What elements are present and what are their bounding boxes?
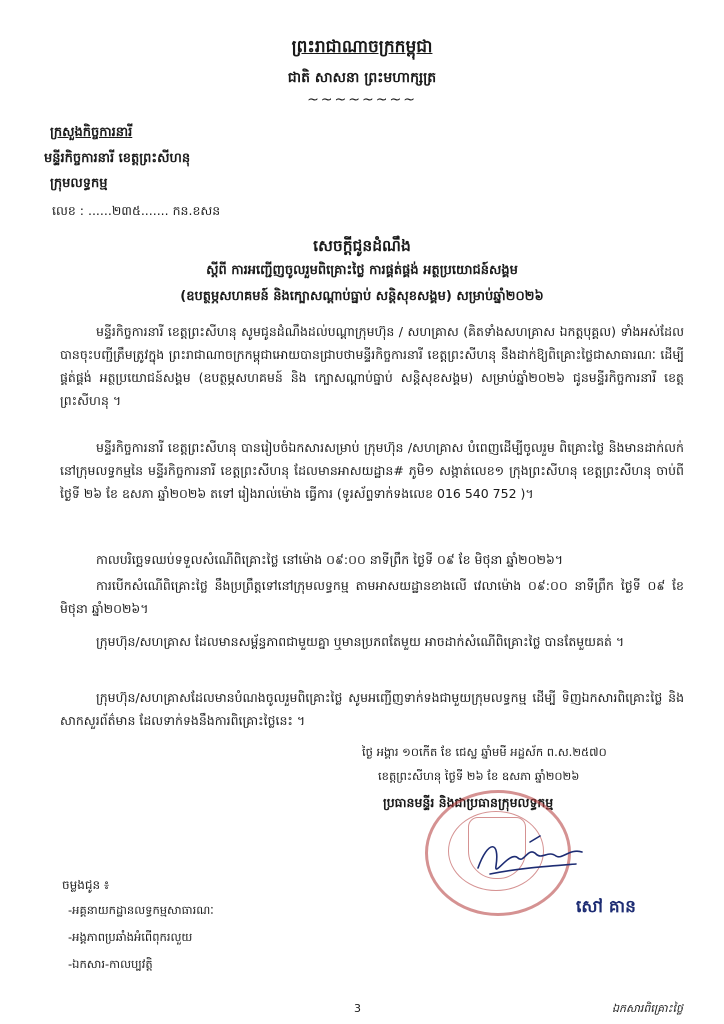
signatory-title: ប្រធានមន្ទីរ និងជាប្រធានក្រុមលទ្ធកម្ម	[383, 795, 554, 810]
body-paragraph-6: ក្រុមហ៊ុន/សហគ្រាសដែលមានបំណងចូលរួមពិគ្រោះថ្លៃ សូមអញ្ជើញទាក់ទងជាមួយក្រុមលទ្ធកម្ម ដើម្បី ទិញឯកសារពិគ្រោះថ្លៃ និងសាកសួរព័ត៌មាន ដែលទាក់ទងនឹងការពិគ្រោះថ្លៃនេះ ។	[60, 690, 684, 728]
reference-suffix: កន.ខសន	[172, 203, 221, 218]
national-motto: ជាតិ សាសនា ព្រះមហាក្សត្រ	[287, 70, 437, 86]
lunar-date: ថ្ងៃ អង្គារ ១០កើត ខែ ជេស្ឋ ឆ្នាំមមី អដ្ឋស័ក ព.ស.២៥៧០	[362, 745, 607, 759]
notice-title: សេចក្តីជូនដំណឹង	[313, 237, 411, 255]
reference-line	[52, 203, 220, 222]
cc-label: ចម្លងជូន ៖	[62, 878, 110, 892]
motto-ornament: ~~~~~~~~	[307, 92, 417, 108]
ministry-name: ក្រសួងកិច្ចការនារី	[50, 125, 133, 140]
page-number: 3	[354, 1002, 361, 1015]
reference-label: លេខ :	[52, 203, 84, 218]
department-name: មន្ទីរកិច្ចការនារី ខេត្តព្រះសីហនុ	[44, 151, 191, 166]
committee-name: ក្រុមលទ្ធកម្ម	[50, 176, 108, 191]
reference-number: ......២៣៥.......	[87, 203, 169, 218]
kingdom-heading: ព្រះរាជាណាចក្រកម្ពុជា	[291, 37, 433, 57]
signatory-name: សៅ គាន	[576, 897, 636, 917]
body-paragraph-4: ការបើកសំណើពិគ្រោះថ្លៃ នឹងប្រព្រឹត្តទៅនៅក្រុមលទ្ធកម្ម តាមអាសយដ្ឋានខាងលើ វេលាម៉ោង ០៩:០០ នាទីព្រឹក ថ្ងៃទី ០៩ ខែ មិថុនា ឆ្នាំ២០២៦។	[60, 578, 684, 616]
solar-date: ខេត្តព្រះសីហនុ ថ្ងៃទី ២៦ ខែ ឧសភា ឆ្នាំ២០២៦	[378, 769, 580, 783]
footer-document-label: ឯកសារពិគ្រោះថ្លៃ	[612, 1002, 683, 1015]
cc-item: -ឯកសារ-កាលប្បវត្តិ	[68, 957, 153, 971]
body-paragraph-3: កាលបរិច្ឆេទឈប់ទទួលសំណើពិគ្រោះថ្លៃ នៅម៉ោង ០៩:០០ នាទីព្រឹក ថ្ងៃទី ០៩ ខែ មិថុនា ឆ្នាំ២០២៦។	[96, 552, 564, 567]
body-paragraph-5: ក្រុមហ៊ុន/សហគ្រាស ដែលមានសម្ព័ន្ធភាពជាមួយគ្នា ឬមានប្រភពតែមួយ អាចដាក់សំណើពិគ្រោះថ្លៃ បានតែមួយគត់ ។	[96, 634, 625, 649]
body-paragraph-1: មន្ទីរកិច្ចការនារី ខេត្តព្រះសីហនុ សូមជូនដំណឹងដល់បណ្តាក្រុមហ៊ុន / សហគ្រាស (គិតទាំងសហគ្រាស ឯកត្តបុគ្គល) ទាំងអស់ដែលបានចុះបញ្ជីត្រឹមត្រូវក្នុង ព្រះរាជាណាចក្រកម្ពុជាអោយបានជ្រាបថាមន្ទីរកិច្ចការនារី ខេត្តព្រះសីហនុ នឹងដាក់ឱ្យពិគ្រោះថ្លៃជាសាធារណៈ ដើម្បីផ្គត់ផ្គង់ អត្ថប្រយោជន៍សង្គម (ឧបត្ថម្ភសហគមន៍ និង ក្បោសណ្តាប់ធ្នាប់ សន្តិសុខសង្គម) សម្រាប់ឆ្នាំ២០២៦ ជូនមន្ទីរកិច្ចការនារី ខេត្តព្រះសីហនុ ។	[60, 324, 684, 408]
cc-item: -អគ្គនាយកដ្ឋានលទ្ធកម្មសាធារណៈ	[68, 903, 214, 917]
cc-item: -អង្គភាពប្រឆាំងអំពើពុករលួយ	[68, 930, 193, 944]
notice-subject-line2: (ឧបត្ថម្ភសហគមន៍ និងក្បោសណ្តាប់ធ្នាប់ សន្តិសុខសង្គម) សម្រាប់ឆ្នាំ២០២៦	[180, 289, 544, 304]
notice-subject-line1: ស្តីពី ការអញ្ជើញចូលរួមពិគ្រោះថ្លៃ ការផ្គត់ផ្គង់ អត្ថប្រយោជន៍សង្គម	[206, 263, 518, 278]
handwritten-signature	[470, 828, 590, 888]
body-paragraph-2: មន្ទីរកិច្ចការនារី ខេត្តព្រះសីហនុ បានរៀបចំឯកសារសម្រាប់ ក្រុមហ៊ុន /សហគ្រាស បំពេញដើម្បីចូលរួម ពិគ្រោះថ្លៃ និងមានដាក់លក់នៅក្រុមលទ្ធកម្មនៃ មន្ទីរកិច្ចការនារី ខេត្តព្រះសីហនុ ដែលមានអាសយដ្ឋាន# ភូមិ១ សង្កាត់លេខ១ ក្រុងព្រះសីហនុ ខេត្តព្រះសីហនុ ចាប់ពីថ្ងៃទី ២៦ ខែ ឧសភា ឆ្នាំ២០២៦ តទៅ រៀងរាល់ម៉ោង ធ្វើការ (ទូរស័ព្ទទាក់ទងលេខ 016 540 752 )។	[60, 440, 684, 501]
